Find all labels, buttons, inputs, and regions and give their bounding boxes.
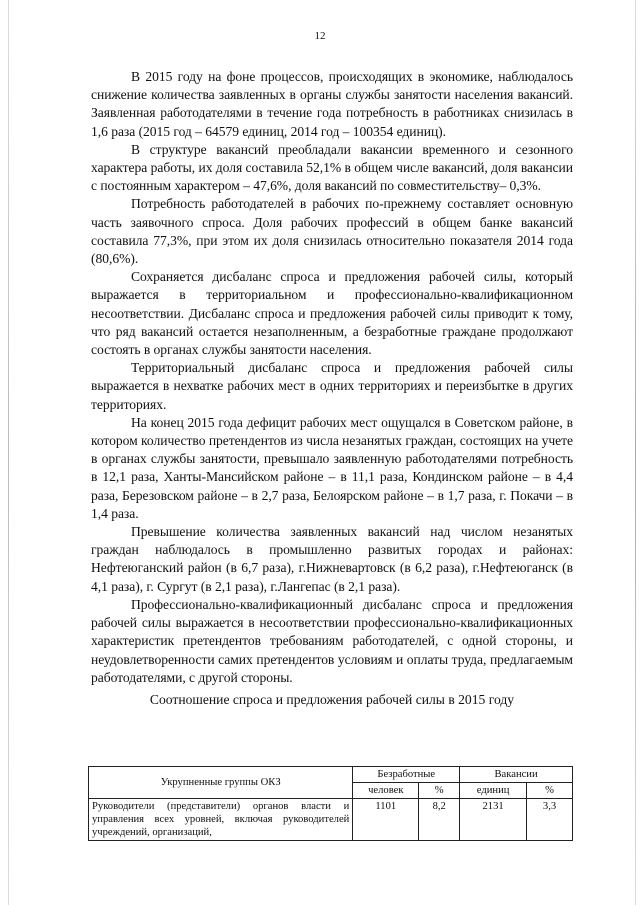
paragraph-vacancy-surplus: Превышение количества заявленных вакансий над числом незанятых граждан наблюдалось в промышленно развитых городах и районах: Нефтеюганский район (в 6,7 раза), г.Нижневартовск (в 6,2 раза), г.Нефтеюганск (в 4,1 раза), г. Сургут (в 2,1 раза), г.Лангепас (в 2,1 раза). [91, 524, 573, 594]
table-header-row [89, 767, 573, 783]
paragraph-job-deficit: На конец 2015 года дефицит рабочих мест ощущался в Советском районе, в котором количество претендентов из числа незанятых граждан, состоящих на учете в органах службы занятости, превышало заявленную работодателями потребность в 12,1 раза, Ханты-Мансийском районе – в 11,1 раза, Кондинском районе – в 4,4 раза, Березовском районе – в 2,7 раза, Белоярском районе – в 1,7 раза, г. Покачи – в 1,4 раза. [91, 414, 573, 521]
scan-edge-left [8, 0, 9, 905]
row-unemployed-percent: 8,2 [419, 799, 460, 841]
paragraph-vacancies-decline: В 2015 году на фоне процессов, происходящих в экономике, наблюдалось снижение количества заявленных в органы службы занятости населения вакансий. Заявленная работодателями в течение года потребность в работниках снизилась в 1,6 раза (2015 год – 64579 единиц, 2014 год – 100354 единиц). [91, 69, 573, 139]
paragraph-imbalance: Сохраняется дисбаланс спроса и предложения рабочей силы, который выражается в территориальном и профессионально-квалификационном несоответствии. Дисбаланс спроса и предложения рабочей силы приводит к тому, что ряд вакансий остается незаполненным, а безработные граждане продолжают состоять в органах службы занятости населения. [91, 269, 573, 358]
table-row [89, 799, 573, 841]
header-okz-groups: Укрупненные группы ОКЗ [89, 767, 353, 799]
row-vacancies-percent: 3,3 [527, 799, 573, 841]
header-units: единиц [460, 783, 527, 799]
row-group-name: Руководители (представители) органов власти и управления всех уровней, включая руководителей учреждений, организаций, [89, 799, 353, 841]
scan-edge-right [635, 0, 636, 905]
header-unemployed-percent: % [419, 783, 460, 799]
paragraph-worker-demand: Потребность работодателей в рабочих по-прежнему составляет основную часть заявочного спроса. Доля рабочих профессий в общем банке вакансий составила 77,3%, при этом их доля снизилась относительно показателя 2014 года (80,6%). [91, 196, 573, 267]
header-vacancies-percent: % [527, 783, 573, 799]
paragraph-vacancy-structure: В структуре вакансий преобладали вакансии временного и сезонного характера работы, их доля составила 52,1% в общем числе вакансий, доля вакансии с постоянным характером – 47,6%, доля вакансий по совместительству– 0,3%. [91, 141, 573, 194]
row-unemployed-count: 1101 [353, 799, 419, 841]
row-vacancies-count: 2131 [460, 799, 527, 841]
header-people: человек [353, 783, 419, 799]
table-caption: Соотношение спроса и предложения рабочей силы в 2015 году [149, 691, 515, 707]
paragraph-territorial-imbalance: Территориальный дисбаланс спроса и предложения рабочей силы выражается в нехватке рабочих мест в одних территориях и переизбытке в других территориях. [91, 360, 573, 412]
supply-demand-table [88, 766, 573, 841]
page-number: 12 [314, 30, 326, 42]
header-unemployed: Безработные [353, 767, 460, 783]
document-body [91, 68, 573, 709]
header-vacancies: Вакансии [460, 767, 573, 783]
paragraph-qualification-imbalance: Профессионально-квалификационный дисбаланс спроса и предложения рабочей силы выражается в несоответствии профессионально-квалификационных характеристик претендентов требованиям работодателей, с одной стороны, и неудовлетворенности самих претендентов условиям и оплаты труда, предлагаемым работодателями, с другой стороны. [91, 596, 573, 685]
